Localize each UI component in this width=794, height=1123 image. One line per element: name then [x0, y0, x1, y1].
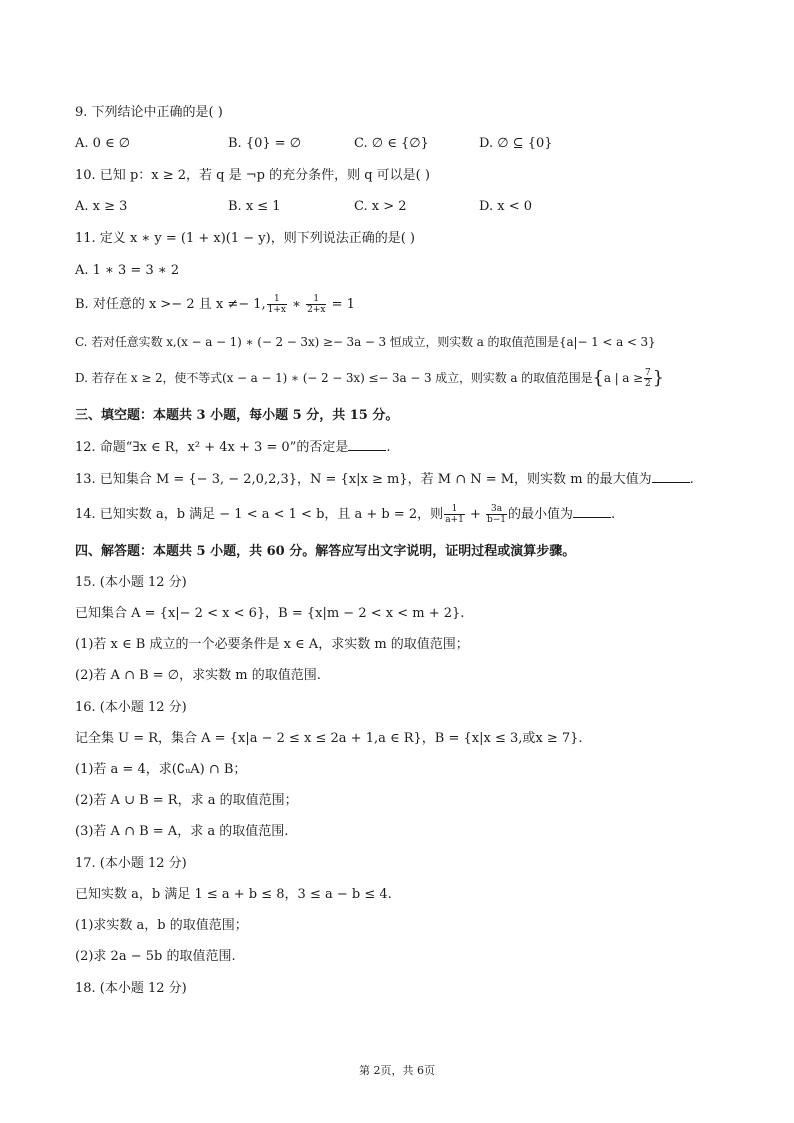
q9-stem: 9. 下列结论中正确的是( ) — [75, 105, 223, 120]
q11-star: ∗ — [288, 297, 306, 312]
q15-line-1: 已知集合 A = {x|− 2 < x < 6}，B = {x|m − 2 < x < m + 2}. — [75, 606, 465, 621]
q11-d-fraction-num: 7 — [645, 368, 651, 378]
q14-end: . — [611, 507, 616, 522]
q9-option-c: C. ∅ ∈ {∅} — [354, 136, 429, 151]
q13-text: 13. 已知集合 M = {− 3, − 2,0,2,3}，N = {x|x ≥ m}，若 M ∩ N = M，则实数 m 的最大值为 — [75, 472, 652, 487]
q16-line-4: (3)若 A ∩ B = A，求 a 的取值范围. — [75, 824, 289, 839]
q17-line-1: 已知实数 a，b 满足 1 ≤ a + b ≤ 8，3 ≤ a − b ≤ 4. — [75, 887, 392, 902]
q11-option-b — [75, 294, 355, 315]
q16-line-3: (2)若 A ∪ B = R，求 a 的取值范围； — [75, 793, 298, 808]
q10-option-d: D. x < 0 — [479, 199, 532, 214]
q11-option-d-pre: D. 若存在 x ≥ 2，使不等式(x − a − 1) ∗ (− 2 − 3x) ≤− 3a − 3 成立，则实数 a 的取值范围是 — [75, 371, 593, 385]
page-footer: 第 2页，共 6页 — [359, 1064, 435, 1077]
right-brace: } — [652, 367, 665, 389]
q11-fraction-1 — [267, 294, 287, 315]
q11-fraction-2-num: 1 — [306, 294, 326, 305]
q14-fraction-2 — [486, 504, 507, 525]
q11-fraction-1-num: 1 — [267, 294, 287, 305]
section-4-heading: 四、解答题：本题共 5 小题，共 60 分。解答应写出文字说明，证明过程或演算步骤。 — [75, 544, 576, 559]
q11-fraction-2 — [306, 294, 326, 315]
q12 — [75, 438, 390, 457]
q15-heading: 15. (本小题 12 分) — [75, 575, 187, 590]
q11-d-fraction — [644, 368, 652, 389]
q10-stem: 10. 已知 p：x ≥ 2，若 q 是 ¬p 的充分条件，则 q 可以是( ) — [75, 168, 430, 183]
q17-line-2: (1)求实数 a，b 的取值范围； — [75, 918, 248, 933]
q11-option-b-pre: B. 对任意的 x >− 2 且 x ≠− 1, — [75, 297, 266, 312]
q11-fraction-2-den: 2+x — [307, 305, 326, 315]
left-brace: { — [592, 367, 604, 389]
section-3-heading: 三、填空题：本题共 3 小题，每小题 5 分，共 15 分。 — [75, 408, 399, 423]
q14-fraction-1-den: a+1 — [445, 515, 464, 525]
q16-line-2: (1)若 a = 4，求(∁ᵤA) ∩ B； — [75, 762, 247, 777]
q11-option-d — [75, 368, 664, 389]
q17-line-3: (2)求 2a − 5b 的取值范围. — [75, 949, 236, 964]
q11-fraction-1-den: 1+x — [267, 305, 286, 315]
q18-heading: 18. (本小题 12 分) — [75, 981, 187, 996]
q16-line-1: 记全集 U = R，集合 A = {x|a − 2 ≤ x ≤ 2a + 1,a ∈ R}，B = {x|x ≤ 3,或x ≥ 7}. — [75, 731, 583, 746]
q11-option-d-set: a | a ≥ — [603, 371, 644, 385]
q14-fraction-2-num: 3a — [486, 504, 507, 515]
q10-option-b: B. x ≤ 1 — [228, 199, 281, 214]
q9-option-a: A. 0 ∈ ∅ — [75, 136, 131, 151]
q15-line-2: (1)若 x ∈ B 成立的一个必要条件是 x ∈ A，求实数 m 的取值范围； — [75, 637, 469, 652]
q14-text: 14. 已知实数 a，b 满足 − 1 < a < 1 < b，且 a + b = 2，则 — [75, 507, 444, 522]
q10-option-a: A. x ≥ 3 — [75, 199, 128, 214]
q12-end: . — [386, 440, 391, 455]
q14-mid: 的最小值为 — [508, 507, 574, 522]
q10-option-c: C. x > 2 — [354, 199, 407, 214]
q17-heading: 17. (本小题 12 分) — [75, 856, 187, 871]
q11-option-b-post: = 1 — [327, 297, 355, 312]
q11-option-c: C. 若对任意实数 x,(x − a − 1) ∗ (− 2 − 3x) ≥− 3a − 3 恒成立，则实数 a 的取值范围是{a|− 1 < a < 3} — [75, 335, 656, 349]
q9-option-b: B. {0} = ∅ — [228, 136, 302, 151]
q11-d-fraction-den: 2 — [645, 379, 651, 389]
answer-blank — [652, 470, 690, 483]
q14 — [75, 504, 615, 525]
q14-plus: + — [465, 507, 485, 522]
q16-heading: 16. (本小题 12 分) — [75, 700, 187, 715]
q11-option-a: A. 1 ∗ 3 = 3 ∗ 2 — [75, 263, 180, 278]
answer-blank — [573, 505, 611, 518]
q9-option-d: D. ∅ ⊆ {0} — [479, 136, 553, 151]
q11-stem: 11. 定义 x ∗ y = (1 + x)(1 − y)，则下列说法正确的是( ) — [75, 231, 415, 246]
q15-line-3: (2)若 A ∩ B = ∅，求实数 m 的取值范围. — [75, 668, 321, 683]
answer-blank — [348, 438, 386, 451]
q14-fraction-1 — [444, 504, 465, 525]
q13-end: . — [689, 472, 694, 487]
q13 — [75, 470, 694, 489]
q12-text: 12. 命题“∃x ∈ R，x² + 4x + 3 = 0”的否定是 — [75, 440, 349, 455]
q14-fraction-1-num: 1 — [444, 504, 465, 515]
q14-fraction-2-den: b−1 — [487, 515, 507, 525]
